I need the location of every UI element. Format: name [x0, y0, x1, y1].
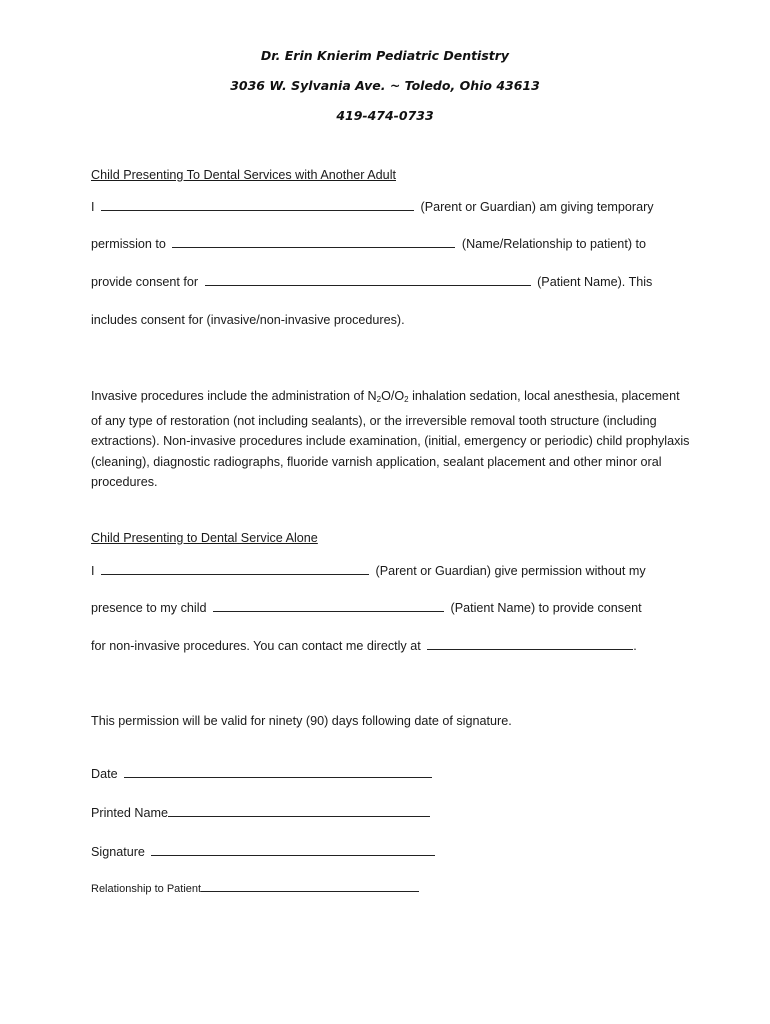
procedures-text-part2: O/O — [381, 389, 405, 403]
section1-line1 — [91, 198, 654, 215]
adult-name-relationship-blank[interactable] — [172, 235, 455, 248]
validity-statement: This permission will be valid for ninety (90) days following date of signature. — [91, 714, 512, 728]
section1-line1-prefix: I — [91, 200, 95, 214]
section2-line2-prefix: presence to my child — [91, 601, 207, 615]
section2-line3 — [91, 637, 637, 654]
section1-line2 — [91, 235, 646, 252]
relationship-row — [91, 881, 422, 897]
guardian-name-blank[interactable] — [101, 198, 414, 211]
section2-line3-suffix: . — [633, 639, 637, 653]
practice-name: Dr. Erin Knierim Pediatric Dentistry — [260, 48, 510, 63]
section1-line3-prefix: provide consent for — [91, 275, 199, 289]
practice-phone: 419-474-0733 — [336, 108, 434, 123]
procedures-text-part3: inhalation sedation, local anesthesia, placement of any type of restoration (not including sealants), or the irreversible removal tooth structure (including extractions). Non-invasive procedures include examination, (initial, emergency or periodic) child prophylaxis (cleaning), diagnostic radiographs, fluoride varnish application, sealant placement and other minor oral procedures. — [91, 389, 690, 489]
section1-line1-suffix: (Parent or Guardian) am giving temporary — [420, 200, 654, 214]
procedures-paragraph — [91, 386, 691, 493]
practice-address: 3036 W. Sylvania Ave. ~ Toledo, Ohio 43613 — [230, 78, 540, 93]
patient-name-blank[interactable] — [205, 273, 531, 286]
signature-label: Signature — [91, 845, 145, 859]
section2-line1-prefix: I — [91, 564, 95, 578]
section1-line2-prefix: permission to — [91, 237, 166, 251]
section2-line3-prefix: for non-invasive procedures. You can contact me directly at — [91, 639, 421, 653]
relationship-label: Relationship to Patient — [91, 883, 202, 895]
section1-heading: Child Presenting To Dental Services with Another Adult — [91, 168, 396, 182]
section2-line1 — [91, 562, 646, 579]
section2-line2 — [91, 599, 642, 616]
printed-name-row — [91, 804, 433, 821]
signature-blank[interactable] — [151, 843, 435, 856]
section2-line1-suffix: (Parent or Guardian) give permission without my — [375, 564, 646, 578]
date-label: Date — [91, 767, 118, 781]
date-blank[interactable] — [124, 765, 432, 778]
subscript-2: 2 — [404, 395, 409, 404]
relationship-blank[interactable] — [201, 881, 419, 892]
section1-line3-suffix: (Patient Name). This — [537, 275, 653, 289]
section2-line2-suffix: (Patient Name) to provide consent — [450, 601, 642, 615]
signature-row — [91, 843, 438, 860]
guardian-name-blank[interactable] — [101, 562, 369, 575]
contact-phone-blank[interactable] — [427, 637, 633, 650]
procedures-text-part1: Invasive procedures include the administration of N — [91, 389, 377, 403]
date-row — [91, 765, 435, 782]
subscript-2: 2 — [376, 395, 382, 404]
section2-heading: Child Presenting to Dental Service Alone — [91, 531, 318, 545]
printed-name-label: Printed Name — [91, 806, 168, 820]
child-name-blank[interactable] — [213, 599, 444, 612]
section1-line3 — [91, 273, 652, 290]
printed-name-blank[interactable] — [168, 804, 430, 817]
section1-line2-suffix: (Name/Relationship to patient) to — [461, 237, 647, 251]
section1-line4: includes consent for (invasive/non-invasive procedures). — [91, 313, 405, 327]
